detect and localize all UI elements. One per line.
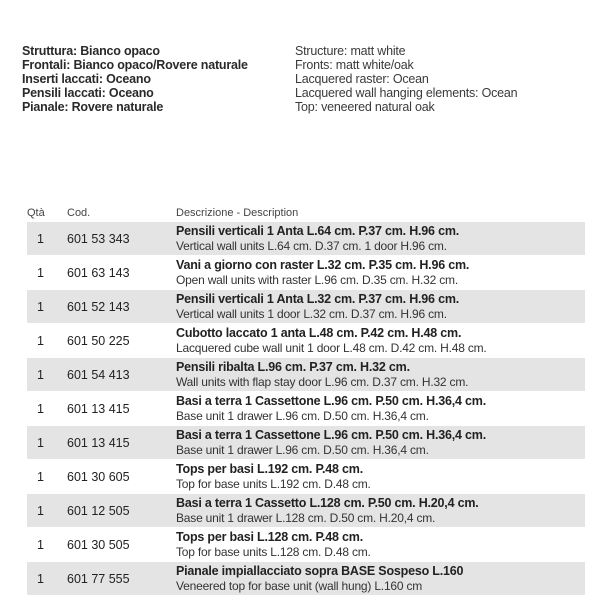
row-code: 601 50 225 — [67, 333, 130, 348]
row-description-english: Lacquered cube wall unit 1 door L.48 cm. D.42 cm. H.48 cm. — [176, 341, 487, 355]
row-description-italian: Pensili ribalta L.96 cm. P.37 cm. H.32 cm. — [176, 360, 410, 374]
row-description-italian: Basi a terra 1 Cassetto L.128 cm. P.50 cm. H.20,4 cm. — [176, 496, 479, 510]
table-row — [27, 289, 585, 323]
finish-italian: Frontali: Bianco opaco/Rovere naturale — [22, 58, 248, 72]
row-description-english: Vertical wall units 1 door L.32 cm. D.37 cm. H.96 cm. — [176, 307, 447, 321]
row-description — [176, 258, 585, 287]
row-description-italian: Vani a giorno con raster L.32 cm. P.35 cm. H.96 cm. — [176, 258, 470, 272]
table-row — [27, 391, 585, 425]
finish-english: Lacquered raster: Ocean — [295, 72, 429, 86]
finish-row — [22, 86, 582, 100]
table-body — [27, 221, 585, 595]
row-description — [176, 292, 585, 321]
table-row — [27, 357, 585, 391]
finish-italian: Inserti laccati: Oceano — [22, 72, 151, 86]
finish-row — [22, 100, 582, 114]
row-code: 601 30 505 — [67, 537, 130, 552]
row-code: 601 53 343 — [67, 231, 130, 246]
row-qty: 1 — [37, 367, 44, 382]
header-qty: Qtà — [27, 207, 45, 219]
row-qty: 1 — [37, 503, 44, 518]
table-header — [27, 205, 585, 221]
row-description-english: Open wall units with raster L.96 cm. D.35 cm. H.32 cm. — [176, 273, 458, 287]
row-description-english: Vertical wall units L.64 cm. D.37 cm. 1 door H.96 cm. — [176, 239, 447, 253]
row-description-italian: Tops per basi L.128 cm. P.48 cm. — [176, 530, 363, 544]
table-row — [27, 561, 585, 595]
table-row — [27, 527, 585, 561]
row-description-italian: Pianale impiallacciato sopra BASE Sospeso L.160 — [176, 564, 464, 578]
finish-italian: Pianale: Rovere naturale — [22, 100, 164, 114]
row-qty: 1 — [37, 571, 44, 586]
row-description — [176, 394, 585, 423]
finish-english: Fronts: matt white/oak — [295, 58, 414, 72]
finishes-block — [22, 44, 582, 114]
row-code: 601 13 415 — [67, 435, 130, 450]
row-description-english: Top for base units L.128 cm. D.48 cm. — [176, 545, 371, 559]
row-code: 601 77 555 — [67, 571, 130, 586]
row-description-italian: Basi a terra 1 Cassettone L.96 cm. P.50 cm. H.36,4 cm. — [176, 428, 486, 442]
row-description-english: Base unit 1 drawer L.96 cm. D.50 cm. H.36,4 cm. — [176, 443, 429, 457]
row-code: 601 54 413 — [67, 367, 130, 382]
row-qty: 1 — [37, 537, 44, 552]
row-description — [176, 462, 585, 491]
row-description-english: Veneered top for base unit (wall hung) L.160 cm — [176, 579, 423, 593]
finish-row — [22, 44, 582, 58]
row-description-english: Base unit 1 drawer L.96 cm. D.50 cm. H.36,4 cm. — [176, 409, 429, 423]
table-row — [27, 425, 585, 459]
row-description — [176, 496, 585, 525]
row-code: 601 30 605 — [67, 469, 130, 484]
row-qty: 1 — [37, 265, 44, 280]
row-description-english: Base unit 1 drawer L.128 cm. D.50 cm. H.20,4 cm. — [176, 511, 436, 525]
row-description-italian: Tops per basi L.192 cm. P.48 cm. — [176, 462, 363, 476]
header-description: Descrizione - Description — [176, 207, 299, 219]
row-description-english: Wall units with flap stay door L.96 cm. D.37 cm. H.32 cm. — [176, 375, 469, 389]
row-qty: 1 — [37, 299, 44, 314]
finish-english: Lacquered wall hanging elements: Ocean — [295, 86, 518, 100]
row-qty: 1 — [37, 435, 44, 450]
product-table — [27, 205, 585, 595]
header-code: Cod. — [67, 207, 91, 219]
row-description — [176, 326, 585, 355]
row-description — [176, 224, 585, 253]
row-qty: 1 — [37, 231, 44, 246]
row-description — [176, 530, 585, 559]
table-row — [27, 221, 585, 255]
table-row — [27, 255, 585, 289]
finish-italian: Pensili laccati: Oceano — [22, 86, 154, 100]
row-description-english: Top for base units L.192 cm. D.48 cm. — [176, 477, 371, 491]
row-code: 601 63 143 — [67, 265, 130, 280]
table-row — [27, 323, 585, 357]
row-description-italian: Basi a terra 1 Cassettone L.96 cm. P.50 cm. H.36,4 cm. — [176, 394, 486, 408]
row-code: 601 52 143 — [67, 299, 130, 314]
finish-english: Structure: matt white — [295, 44, 406, 58]
table-row — [27, 493, 585, 527]
row-qty: 1 — [37, 333, 44, 348]
row-qty: 1 — [37, 401, 44, 416]
row-description-italian: Pensili verticali 1 Anta L.32 cm. P.37 cm. H.96 cm. — [176, 292, 460, 306]
row-description — [176, 564, 585, 593]
finish-row — [22, 58, 582, 72]
finish-italian: Struttura: Bianco opaco — [22, 44, 160, 58]
row-description-italian: Pensili verticali 1 Anta L.64 cm. P.37 cm. H.96 cm. — [176, 224, 460, 238]
row-qty: 1 — [37, 469, 44, 484]
table-row — [27, 459, 585, 493]
finish-english: Top: veneered natural oak — [295, 100, 435, 114]
row-description-italian: Cubotto laccato 1 anta L.48 cm. P.42 cm. H.48 cm. — [176, 326, 462, 340]
row-description — [176, 428, 585, 457]
row-description — [176, 360, 585, 389]
row-code: 601 12 505 — [67, 503, 130, 518]
row-code: 601 13 415 — [67, 401, 130, 416]
finish-row — [22, 72, 582, 86]
